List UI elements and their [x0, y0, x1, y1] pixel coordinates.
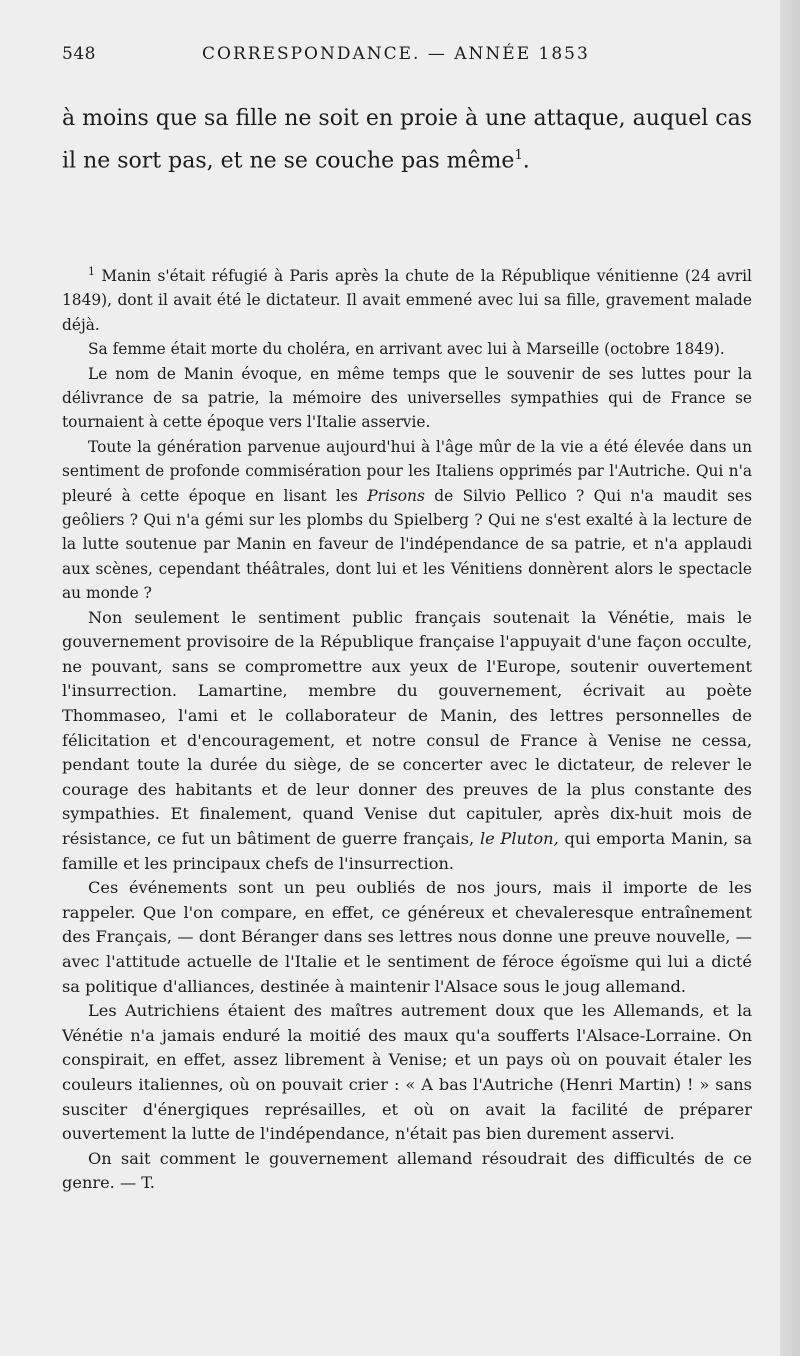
running-head — [62, 44, 752, 74]
footnote-paragraph-5-text-b: qui emporta Manin, sa famille et les principaux chefs de l'insurrection. — [62, 829, 752, 873]
footnote-marker: 1 — [88, 264, 95, 278]
footnote-paragraph-6: Ces événements sont un peu oubliés de nos jours, mais il importe de les rappeler. Que l'on compare, en effet, ce généreux et chevaleresque entraînement des Français, — dont Béranger dans ses lettres nous donne une preuve nouvelle, — avec l'attitude actuelle de l'Italie et le sentiment de féroce égoïsme qui lui a dicté sa politique d'alliances, destinée à maintenir l'Alsace sous le joug allemand. — [62, 878, 752, 996]
footnote-paragraph-4 — [62, 435, 752, 606]
footnote-paragraph-2: Sa femme était morte du choléra, en arrivant avec lui à Marseille (octobre 1849). — [88, 340, 725, 359]
footnote-paragraph-8: On sait comment le gouvernement allemand résoudrait des difficultés de ce genre. — T. — [62, 1148, 752, 1193]
running-head-title: CORRESPONDANCE. — ANNÉE 1853 — [202, 44, 590, 64]
footnote — [62, 264, 752, 1196]
page-edge — [780, 0, 800, 1356]
footnote-reference: 1 — [514, 148, 523, 163]
ship-name: le Pluton, — [479, 829, 559, 849]
footnote-paragraph-4-text-a: Toute la génération parvenue aujourd'hui à l'âge mûr de la vie a été élevée dans un sentiment de profonde commisération pour les Italiens opprimés par l'Autriche. Qui n'a pleuré à cette époque en lisant les — [62, 437, 752, 505]
footnote-paragraph-1 — [62, 264, 752, 337]
footnote-paragraph-1-text: Manin s'était réfugié à Paris après la chute de la République vénitienne (24 avril 1849), dont il avait été le dictateur. Il avait emmené avec lui sa fille, gravement malade déjà. — [62, 267, 752, 334]
footnote-paragraph-5 — [62, 606, 752, 877]
footnote-paragraph-5-text-a: Non seulement le sentiment public français soutenait la Vénétie, mais le gouvernement provisoire de la République française l'appuyait d'une façon occulte, ne pouvant, sans se compromettre aux yeux de l'Europe, soutenir ouvertement l'insurrection. Lamartine, membre du gouvernement, écrivait au poète Thommaseo, l'ami et le collaborateur de Manin, des lettres personnelles de félicitation et d'encouragement, et notre consul de France à Venise ne cessa, pendant toute la durée du siège, de se concerter avec le dictateur, de relever le courage des habitants et de leur donner des preuves de la plus constante des sympathies. Et finalement, quand Venise dut capituler, après dix-huit mois de résistance, ce fut un bâtiment de guerre français, — [62, 607, 752, 849]
main-text-body: à moins que sa fille ne soit en proie à une attaque, auquel cas il ne sort pas, et ne se couche pas même — [62, 106, 752, 174]
footnote-paragraph-7: Les Autrichiens étaient des maîtres autrement doux que les Allemands, et la Vénétie n'a jamais enduré la moitié des maux qu'a soufferts l'Alsace-Lorraine. On conspirait, en effet, assez librement à Venise; et un pays où on pouvait étaler les couleurs italiennes, où on pouvait crier : « A bas l'Autriche (Henri Martin) ! » sans susciter d'énergiques représailles, et où on avait la facilité de préparer ouvertement la lutte de l'indépendance, n'était pas bien durement asservi. — [62, 1001, 752, 1144]
page-number: 548 — [62, 44, 96, 64]
footnote-paragraph-3: Le nom de Manin évoque, en même temps que le souvenir de ses luttes pour la délivrance de sa patrie, la mémoire des universelles sympathies qui de France se tournaient à cette époque vers l'Italie asservie. — [62, 364, 752, 432]
main-text: à moins que sa fille ne soit en proie à une attaque, auquel cas il ne sort pas, et ne se couche pas même$^1$. — [62, 106, 752, 174]
footnote-paragraph-4-text-b: de Silvio Pellico ? Qui n'a maudit ses geôliers ? Qui n'a gémi sur les plombs du Spielberg ? Qui ne s'est exalté à la lecture de la lutte soutenue par Manin en faveur de l'indépendance de sa patrie, et n'a applaudi aux scènes, cependant théâtrales, dont lui et les Vénitiens donnèrent alors le spectacle au monde ? — [62, 486, 752, 603]
book-title-prisons: Prisons — [367, 486, 425, 505]
